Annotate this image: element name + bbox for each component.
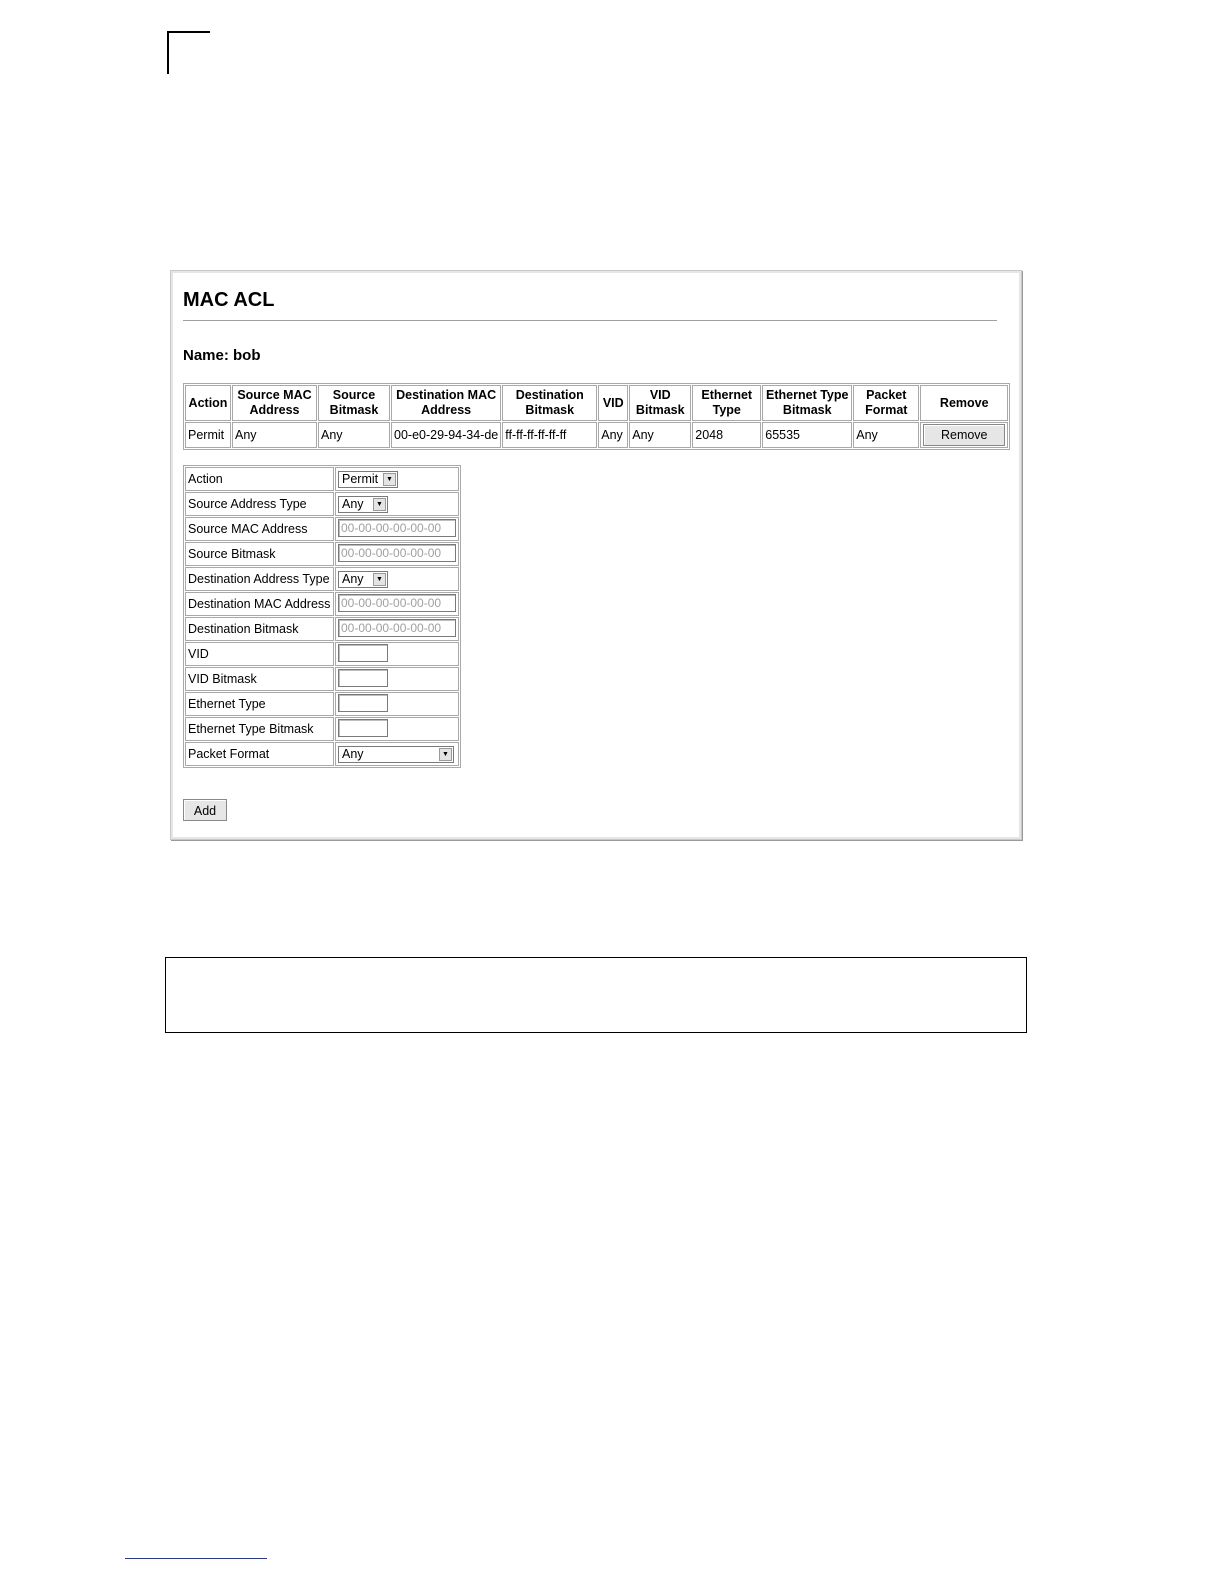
form-row-ethernet-type	[185, 692, 459, 716]
form-row-source-address-type	[185, 492, 459, 516]
form-row-destination-address-type	[185, 567, 459, 591]
vid-bitmask-input[interactable]	[338, 669, 388, 687]
ethernet-type-input[interactable]	[338, 694, 388, 712]
title-divider	[183, 320, 997, 321]
cell-remove	[920, 422, 1008, 448]
source-address-type-value: Any	[342, 497, 364, 511]
cell-destination-bitmask: ff-ff-ff-ff-ff-ff	[502, 422, 597, 448]
column-header-destination-bitmask: Destination Bitmask	[502, 385, 597, 421]
column-header-packet-format: Packet Format	[853, 385, 919, 421]
acl-name-label: Name: bob	[183, 347, 261, 364]
destination-bitmask-input[interactable]: 00-00-00-00-00-00	[338, 619, 456, 637]
destination-mac-label: Destination MAC Address	[185, 592, 334, 616]
vid-input[interactable]	[338, 644, 388, 662]
column-header-destination-mac: Destination MAC Address	[391, 385, 501, 421]
action-select-value: Permit	[342, 472, 379, 486]
remove-button[interactable]: Remove	[923, 424, 1005, 446]
mac-acl-panel	[170, 270, 1022, 840]
form-row-source-mac	[185, 517, 459, 541]
page-title: MAC ACL	[183, 289, 275, 311]
action-label: Action	[185, 467, 334, 491]
cell-destination-mac: 00-e0-29-94-34-de	[391, 422, 501, 448]
form-row-destination-mac	[185, 592, 459, 616]
source-mac-label: Source MAC Address	[185, 517, 334, 541]
source-bitmask-label: Source Bitmask	[185, 542, 334, 566]
caption-box	[165, 957, 1027, 1033]
form-row-source-bitmask	[185, 542, 459, 566]
footer-divider	[125, 1558, 267, 1559]
chevron-down-icon: ▼	[383, 473, 396, 486]
destination-address-type-value: Any	[342, 572, 364, 586]
cell-source-mac: Any	[232, 422, 317, 448]
form-row-packet-format	[185, 742, 459, 766]
cell-ethernet-type-bitmask: 65535	[762, 422, 852, 448]
table-row	[185, 422, 1008, 448]
cell-packet-format: Any	[853, 422, 919, 448]
column-header-vid: VID	[598, 385, 628, 421]
cell-vid: Any	[598, 422, 628, 448]
column-header-source-bitmask: Source Bitmask	[318, 385, 390, 421]
cell-source-bitmask: Any	[318, 422, 390, 448]
source-bitmask-input[interactable]: 00-00-00-00-00-00	[338, 544, 456, 562]
table-header-row	[185, 385, 1008, 421]
form-row-vid-bitmask	[185, 667, 459, 691]
form-row-destination-bitmask	[185, 617, 459, 641]
chevron-down-icon: ▼	[373, 498, 386, 511]
destination-address-type-select[interactable]	[338, 571, 388, 588]
column-header-remove: Remove	[920, 385, 1008, 421]
vid-bitmask-label: VID Bitmask	[185, 667, 334, 691]
ethernet-type-bitmask-input[interactable]	[338, 719, 388, 737]
destination-bitmask-label: Destination Bitmask	[185, 617, 334, 641]
chevron-down-icon: ▼	[439, 748, 452, 761]
cell-ethernet-type: 2048	[692, 422, 761, 448]
ethernet-type-bitmask-label: Ethernet Type Bitmask	[185, 717, 334, 741]
action-select[interactable]	[338, 471, 398, 488]
source-address-type-label: Source Address Type	[185, 492, 334, 516]
packet-format-label: Packet Format	[185, 742, 334, 766]
destination-address-type-label: Destination Address Type	[185, 567, 334, 591]
add-button[interactable]: Add	[183, 799, 227, 821]
chevron-down-icon: ▼	[373, 573, 386, 586]
cell-action: Permit	[185, 422, 231, 448]
form-row-ethernet-type-bitmask	[185, 717, 459, 741]
form-row-vid	[185, 642, 459, 666]
column-header-action: Action	[185, 385, 231, 421]
source-address-type-select[interactable]	[338, 496, 388, 513]
column-header-source-mac: Source MAC Address	[232, 385, 317, 421]
destination-mac-input[interactable]: 00-00-00-00-00-00	[338, 594, 456, 612]
column-header-ethernet-type-bitmask: Ethernet Type Bitmask	[762, 385, 852, 421]
cell-vid-bitmask: Any	[629, 422, 691, 448]
packet-format-value: Any	[342, 747, 364, 761]
rules-table	[183, 383, 1010, 450]
vid-label: VID	[185, 642, 334, 666]
corner-crop-mark	[167, 31, 210, 74]
ethernet-type-label: Ethernet Type	[185, 692, 334, 716]
column-header-vid-bitmask: VID Bitmask	[629, 385, 691, 421]
source-mac-input[interactable]: 00-00-00-00-00-00	[338, 519, 456, 537]
column-header-ethernet-type: Ethernet Type	[692, 385, 761, 421]
add-rule-form	[183, 465, 461, 768]
form-row-action	[185, 467, 459, 491]
packet-format-select[interactable]	[338, 746, 454, 763]
